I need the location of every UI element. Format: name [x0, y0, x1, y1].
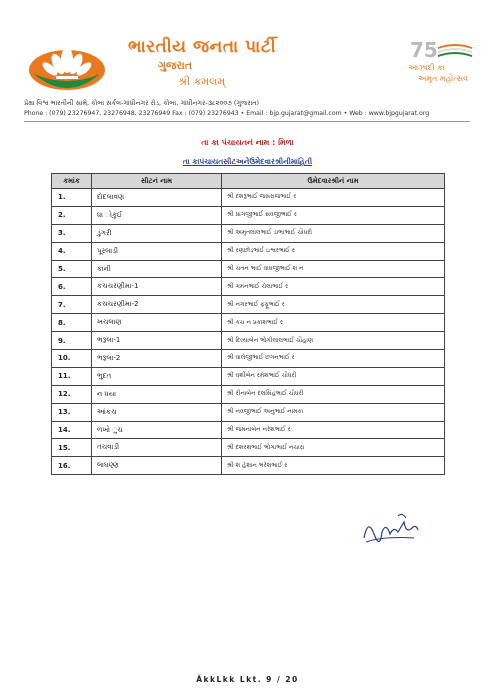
- seat-name: કચચરણીમા-1: [92, 278, 222, 296]
- signature: [360, 508, 420, 552]
- header-num: કમાંક: [52, 174, 92, 189]
- row-number: 8.: [52, 314, 92, 332]
- document-title: તા કા પંચાયતનં નામ : મિળા: [201, 138, 294, 147]
- candidate-name: શ્રી દશરથભાઈ ભોગાભાઈ નચારા: [222, 439, 445, 457]
- amrit-mahotsav-logo: [404, 38, 476, 86]
- org-state: ગુજરાત: [158, 59, 193, 72]
- seat-name: લાઘણ્ણ: [92, 457, 222, 475]
- seat-name: ડુંગરી: [92, 224, 222, 242]
- candidate-table: [51, 173, 445, 475]
- table-header-row: [52, 174, 445, 189]
- row-number: 4.: [52, 242, 92, 260]
- table-row: [52, 296, 445, 314]
- candidate-name: શ્રી પ્રાગજીભાઈ સવજીભાઈ ર: [222, 206, 445, 224]
- address-line: પ્રેક્ષા વિશ્વ ભારતીની સામે, કોબા સર્કલ-ગાંધીનગર રોડ, કોબા, ગાંધીનગર-૩૮૨૦૦૭ (ગુજરાત): [24, 99, 260, 107]
- amrit-line-3: અમૃત મહોત્સવ: [418, 74, 469, 83]
- document-subtitle: [0, 157, 495, 167]
- table-row: [52, 242, 445, 260]
- row-number: 14.: [52, 421, 92, 439]
- candidate-name: શ્રી ગમનભાઈ ચેલાભાઈ ર: [222, 278, 445, 296]
- table-row: [52, 332, 445, 350]
- page-footer: ÃkkLkk Lkt. 9 / 20: [196, 675, 299, 684]
- table-row: [52, 314, 445, 332]
- header-candidate: ઉમેદવારશ્રીનં નામ: [222, 174, 445, 189]
- contact-line: Phone : (079) 23276947, 23276948, 23276949 Fax : (079) 23276943 • Email : bjp.gujarat@gmail.com • Web : www.bjpgujarat.org: [24, 110, 430, 117]
- candidate-name: શ્રી નવજીભાઈ અનુભાઈ નામકા: [222, 403, 445, 421]
- seat-name: ળખો ુચ: [92, 421, 222, 439]
- candidate-name: શ્રી વશીબેન રમેશભાઈ ચૌધરી: [222, 367, 445, 385]
- candidate-name: શ્રી દિવ્યાબેન ભોગીલાલભાઈ ચૌહાણ: [222, 332, 445, 350]
- candidate-name: શ્રી વાલેજીભાઈ છગનભાઈ ર: [222, 350, 445, 368]
- table-row: [52, 439, 445, 457]
- seat-name: ખચલાણ: [92, 314, 222, 332]
- bjp-lotus-logo: [26, 30, 108, 94]
- seat-name: કાની: [92, 260, 222, 278]
- seat-name: ભુદત: [92, 367, 222, 385]
- header-seat: સીટનં નામ: [92, 174, 222, 189]
- table-row: [52, 421, 445, 439]
- candidate-name: શ્રી નગરભાઈ ફફૂભાઈ ર: [222, 296, 445, 314]
- org-motto: શ્રી કમલમ્: [178, 75, 226, 88]
- header-divider: [24, 121, 470, 122]
- table-row: [52, 367, 445, 385]
- table-row: [52, 278, 445, 296]
- row-number: 10.: [52, 350, 92, 368]
- row-number: 12.: [52, 385, 92, 403]
- candidate-name: શ્રી કચ ન પ્રકાશભાઈ ર: [222, 314, 445, 332]
- candidate-name: શ્રી જમનાબેન નરેશભાઈ ર: [222, 421, 445, 439]
- table-row: [52, 224, 445, 242]
- row-number: 15.: [52, 439, 92, 457]
- amrit-line-2: આઝાદી કા: [408, 63, 445, 72]
- row-number: 6.: [52, 278, 92, 296]
- row-number: 9.: [52, 332, 92, 350]
- table-row: [52, 457, 445, 475]
- table-row: [52, 403, 445, 421]
- candidate-name: શ્રી રણછોડભાઈ ઇશ્વરભાઈ ર: [222, 242, 445, 260]
- seat-name: ભરૂલા-2: [92, 350, 222, 368]
- seat-name: પૂરલાડી: [92, 242, 222, 260]
- row-number: 5.: [52, 260, 92, 278]
- amrit-number: 75: [410, 38, 438, 62]
- row-number: 2.: [52, 206, 92, 224]
- row-number: 16.: [52, 457, 92, 475]
- table-row: [52, 260, 445, 278]
- seat-name: આંકચ: [92, 403, 222, 421]
- row-number: 3.: [52, 224, 92, 242]
- seat-name: કચચરણીમા-2: [92, 296, 222, 314]
- candidate-name: શ્રી રીનાબેન દલસિંહભાઈ ચૌધરી: [222, 385, 445, 403]
- candidate-name: શ્રી ચતન ભાઈ વાઘજીભાઈ શ ન: [222, 260, 445, 278]
- table-row: [52, 206, 445, 224]
- subtitle-text: તા કાપંચાયતસીટઅનેઉમેદવારશ્રીનીમાહિતી: [182, 157, 313, 166]
- row-number: 7.: [52, 296, 92, 314]
- row-number: 13.: [52, 403, 92, 421]
- candidate-name: શ્રી અમૃતલાલભાઈ ડાભાભાઈ ચૌધરી: [222, 224, 445, 242]
- seat-name: ભરૂલા-1: [92, 332, 222, 350]
- table-row: [52, 189, 445, 207]
- row-number: 1.: [52, 189, 92, 207]
- table-row: [52, 385, 445, 403]
- seat-name: દોદલાવણ: [92, 189, 222, 207]
- candidate-name: શ્રી દશરૂભાઈ જસરાજભાઈ ર: [222, 189, 445, 207]
- seat-name: ન ધયા: [92, 385, 222, 403]
- seat-name: તચવાડી: [92, 439, 222, 457]
- row-number: 11.: [52, 367, 92, 385]
- org-name: ભારતીય જનતા પાર્ટી: [128, 37, 277, 57]
- table-row: [52, 350, 445, 368]
- flag-icon: [438, 44, 472, 58]
- seat-name: ધા ોકુઈ: [92, 206, 222, 224]
- candidate-name: શ્રી શ હેશાન ભરેશભાઈ ર: [222, 457, 445, 475]
